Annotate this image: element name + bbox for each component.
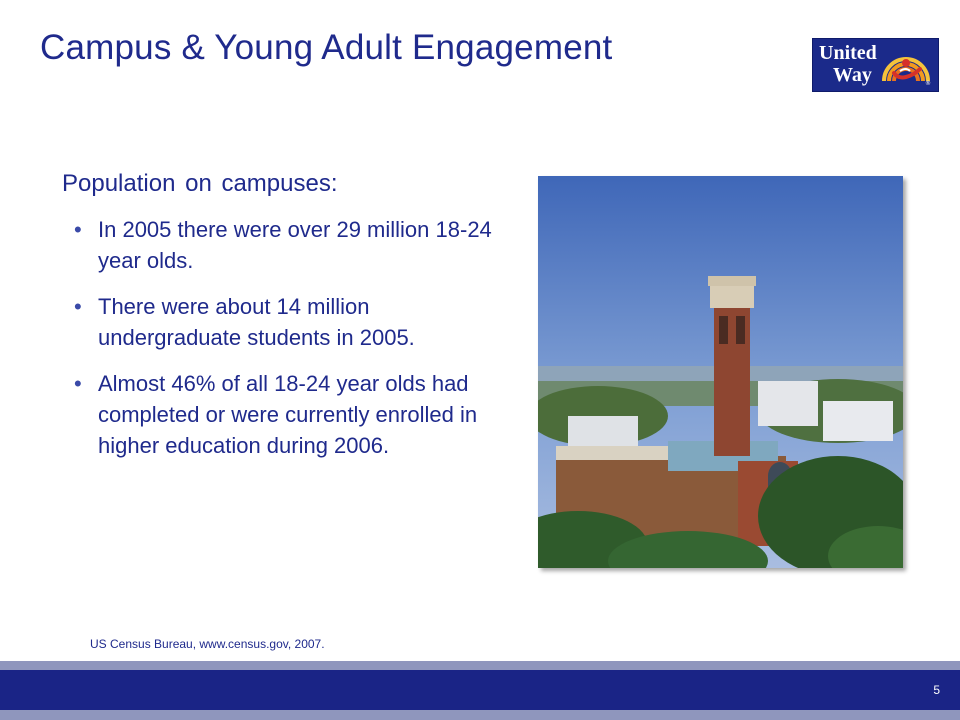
bullet-list <box>74 214 514 476</box>
bullet-text: There were about 14 million undergraduate students in 2005. <box>98 294 415 350</box>
bullet-item <box>74 214 514 276</box>
campus-photo <box>538 176 903 568</box>
logo-registered-mark: ® <box>925 80 931 87</box>
bullet-dot-icon: • <box>74 371 82 396</box>
logo-text-line1: United <box>819 42 877 64</box>
page-number: 5 <box>933 683 940 697</box>
logo-text-line2: Way <box>833 64 872 86</box>
bullet-text: In 2005 there were over 29 million 18-24 year olds. <box>98 217 492 273</box>
footer-bar <box>0 670 960 710</box>
bullet-item <box>74 368 514 461</box>
source-citation: US Census Bureau, www.census.gov, 2007. <box>90 637 325 651</box>
united-way-logo <box>812 38 939 92</box>
bullet-dot-icon: • <box>74 217 82 242</box>
bullet-text: Almost 46% of all 18-24 year olds had completed or were currently enrolled in higher education during 2006. <box>98 371 478 458</box>
united-way-emblem-icon <box>880 43 932 87</box>
section-heading: Population on campuses: <box>62 170 338 197</box>
logo-wordmark <box>819 42 883 86</box>
bullet-item <box>74 291 514 353</box>
bullet-dot-icon: • <box>74 294 82 319</box>
slide-title: Campus & Young Adult Engagement <box>40 28 613 67</box>
